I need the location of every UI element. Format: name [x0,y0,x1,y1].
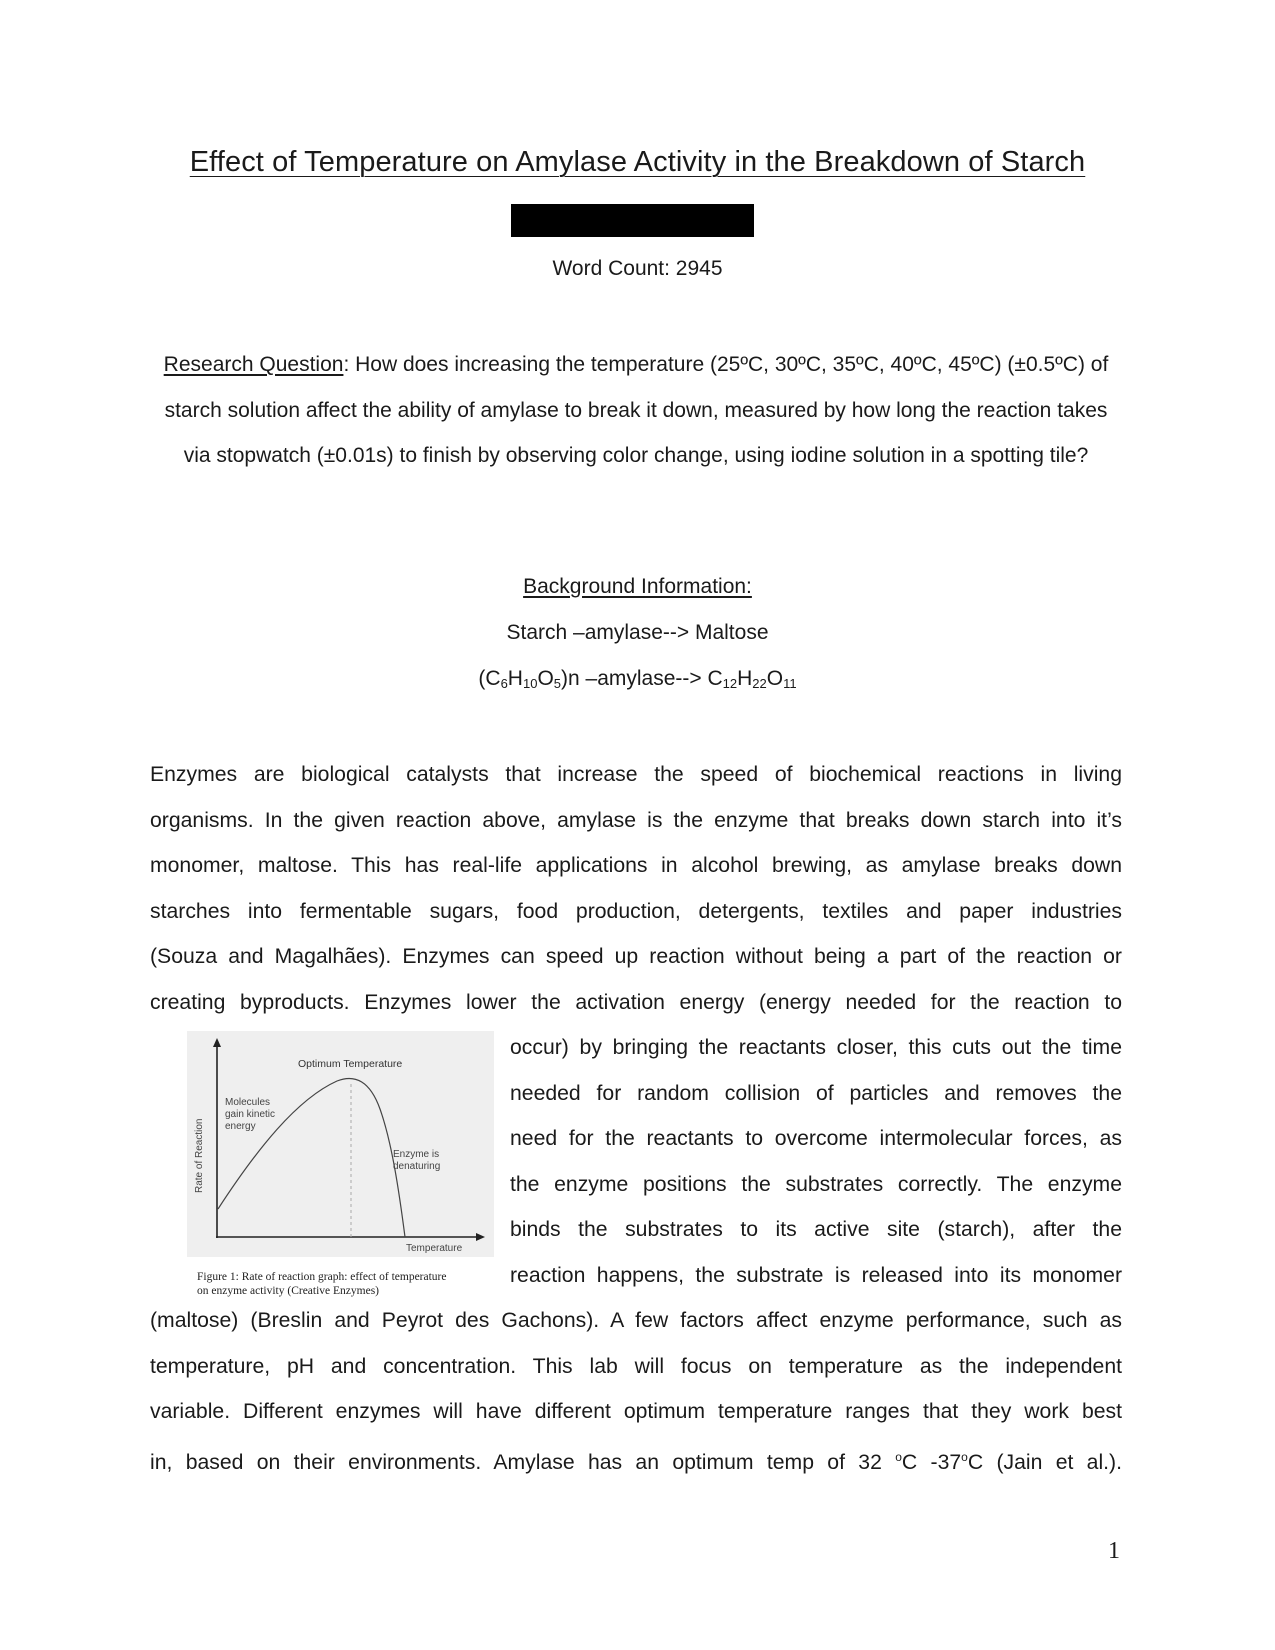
body-line: binds the substrates to its active site (starch), after the [510,1218,1122,1241]
body-line-last: in, based on their environments. Amylase has an optimum temp of 32 $^o$C -37$^o$C (Jain et al.). [150,1449,1123,1474]
research-question-text: : How does increasing the temperature (25ºC, 30ºC, 35ºC, 40ºC, 45ºC) (±0.5ºC) of starch solution affect the ability of amylase to break it down, measured by how long the reaction takes via stopwatch (±0.01s) to finish by observing color change, using iodine solution in a spotting tile? [164,353,1109,467]
body-line: reaction happens, the substrate is released into its monomer [510,1263,1122,1287]
body-line: (maltose) (Breslin and Peyrot des Gachons). A few factors affect enzyme performance, such as [150,1309,1122,1332]
body-line: temperature, pH and concentration. This lab will focus on temperature as the independent [150,1354,1122,1378]
body-line: needed for random collision of particles and removes the [510,1081,1122,1105]
body-line: starches into fermentable sugars, food production, detergents, textiles and paper industries [150,899,1122,923]
body-line: creating byproducts. Enzymes lower the activation energy (energy needed for the reaction to [150,990,1122,1014]
research-question [150,342,1122,479]
molecules-label: energy [225,1121,256,1132]
body-line: Enzymes are biological catalysts that increase the speed of biochemical reactions in living [150,763,1122,786]
research-question-label: Research Question [163,353,344,376]
y-axis-arrow-icon [213,1038,221,1047]
body-line: (Souza and Magalhães). Enzymes can speed up reaction without being a part of the reaction or [150,945,1122,968]
page-title: Effect of Temperature on Amylase Activity in the Breakdown of Starch [189,146,1086,178]
body-line: the enzyme positions the substrates correctly. The enzyme [510,1172,1122,1196]
word-equation: Starch –amylase--> Maltose [506,621,769,644]
body-line: need for the reactants to overcome intermolecular forces, as [510,1127,1122,1150]
molecules-label: gain kinetic [225,1109,276,1120]
background-heading: Background Information: [523,575,752,598]
denature-label: denaturing [393,1161,441,1172]
body-line: variable. Different enzymes will have different optimum temperature ranges that they work best [150,1400,1122,1423]
body-line: occur) by bringing the reactants closer, this cuts out the time [510,1036,1122,1059]
chemical-equation: $(C_6H_{10}O_5)n$ –amylase--> $C_{12}H_{22}O_{11}$ [478,667,797,691]
y-axis-label: Rate of Reaction [194,1118,205,1193]
x-axis-label: Temperature [406,1243,463,1254]
page-number: 1 [1108,1538,1120,1564]
body-line: monomer, maltose. This has real-life applications in alcohol brewing, as amylase breaks down [150,854,1122,877]
denature-label: Enzyme is [393,1149,440,1160]
redacted-author-block [511,204,754,237]
rate-of-reaction-figure [187,1031,494,1257]
figure-caption: Figure 1: Rate of reaction graph: effect of temperature on enzyme activity (Creative Enzymes) [197,1271,447,1297]
word-count: Word Count: 2945 [552,257,723,280]
x-axis-arrow-icon [476,1233,485,1241]
molecules-label: Molecules [225,1097,271,1108]
body-line: organisms. In the given reaction above, amylase is the enzyme that breaks down starch into it’s [150,808,1122,832]
optimum-label: Optimum Temperature [298,1058,403,1070]
